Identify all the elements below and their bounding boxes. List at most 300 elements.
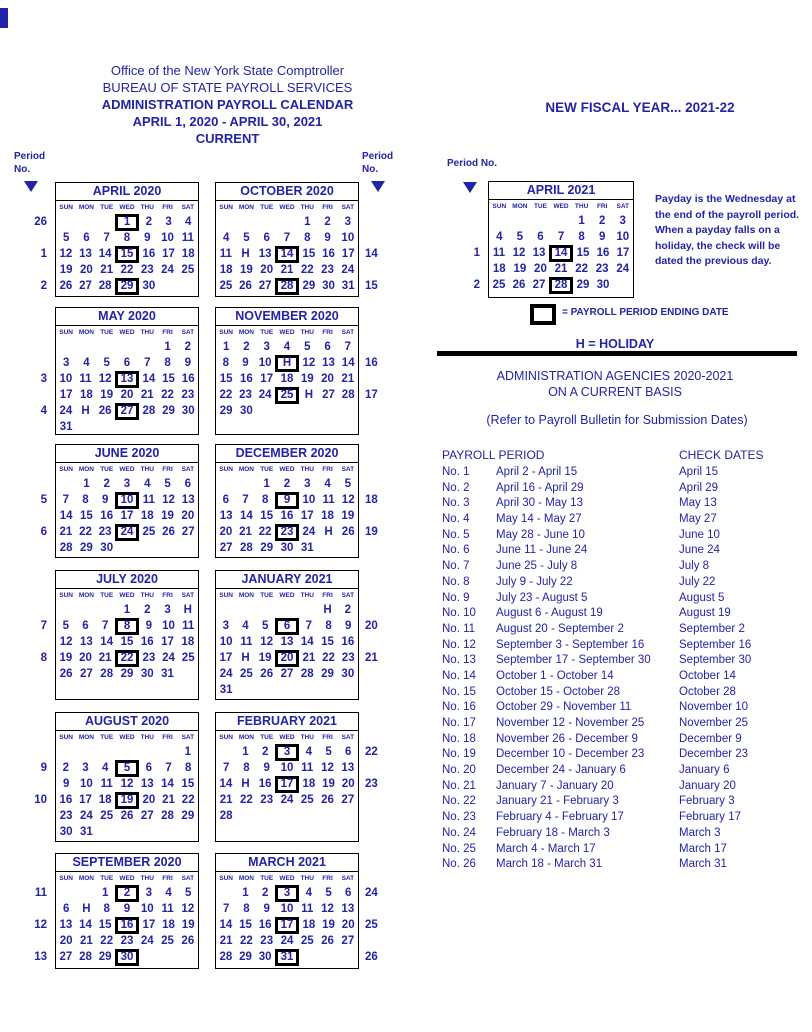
period-ending-box: 14 — [275, 246, 299, 263]
date-cell: 29 — [98, 951, 112, 963]
date-cell: 14 — [79, 919, 92, 931]
week-row — [216, 230, 358, 246]
period-ending-date-cell — [115, 524, 139, 540]
date-cell: 8 — [164, 357, 171, 369]
day-header: SAT — [181, 734, 195, 741]
period-number: 21 — [365, 652, 378, 664]
date-cell: 26 — [321, 794, 334, 806]
day-header: MON — [78, 329, 94, 336]
week-row — [40, 650, 198, 666]
date-cell — [159, 278, 179, 294]
day-header-row — [56, 731, 198, 744]
day-header: TUE — [260, 734, 274, 741]
date-cell: 24 — [280, 935, 294, 947]
date-cell — [257, 682, 277, 698]
period-ending-date-cell — [115, 246, 139, 262]
day-header: SUN — [59, 466, 73, 473]
period-ending-box: 27 — [115, 403, 139, 420]
calendar-title: SEPTEMBER 2020 — [56, 854, 198, 872]
day-header: MON — [238, 734, 254, 741]
day-header: THU — [140, 329, 154, 336]
divider-rule — [437, 351, 797, 356]
date-cell: 17 — [219, 652, 233, 664]
date-cell: 28 — [219, 810, 233, 822]
date-cell: 28 — [219, 951, 233, 963]
date-cell: 9 — [144, 232, 151, 244]
period-ending-box: 15 — [115, 246, 139, 263]
date-cell: 17 — [300, 510, 314, 522]
period-number: 5 — [40, 494, 47, 506]
date-cell: 24 — [162, 652, 175, 664]
week-row — [40, 403, 198, 419]
date-cell: 6 — [62, 903, 70, 915]
week-row — [40, 524, 198, 540]
period-ending-box: 16 — [115, 917, 139, 934]
week-row — [216, 901, 358, 917]
date-cell: 21 — [239, 526, 252, 538]
payroll-row — [442, 716, 804, 732]
week-row — [216, 339, 358, 355]
period-no-label-middle — [362, 150, 393, 176]
day-header: TUE — [260, 592, 274, 599]
calendar-september-2020 — [34, 853, 199, 969]
date-cell: 5 — [164, 478, 171, 490]
date-cell: 8 — [304, 232, 311, 244]
date-cell: 31 — [341, 280, 355, 292]
period-ending-box: 8 — [115, 618, 139, 635]
payroll-row — [442, 622, 804, 638]
period-number: 16 — [365, 357, 378, 369]
day-header: MON — [512, 203, 528, 210]
calendar-january-2021 — [215, 570, 378, 700]
date-cell: 27 — [280, 668, 294, 680]
date-cell: 4 — [305, 887, 313, 899]
date-cell: 10 — [302, 494, 316, 506]
date-cell: 5 — [184, 887, 192, 899]
date-cell — [159, 949, 179, 965]
period-ending-box: 29 — [115, 278, 139, 295]
period-ending-date-cell — [275, 744, 299, 760]
day-header: MON — [78, 204, 94, 211]
day-header: FRI — [322, 875, 333, 882]
date-cell: 22 — [240, 794, 253, 806]
date-cell — [76, 744, 96, 760]
date-cell: 15 — [302, 248, 316, 260]
period-number: 1 — [40, 248, 47, 260]
date-cell: 1 — [222, 341, 230, 353]
date-cell: 28 — [300, 668, 314, 680]
period-number: 19 — [365, 526, 378, 538]
date-cell: 29 — [181, 810, 195, 822]
date-cell: 15 — [219, 373, 233, 385]
day-header: TUE — [260, 466, 274, 473]
date-cell: 23 — [120, 935, 134, 947]
date-cell — [236, 214, 256, 230]
date-cell: 27 — [181, 526, 195, 538]
date-cell: 24 — [219, 668, 233, 680]
date-cell: 14 — [300, 636, 314, 648]
week-row — [216, 476, 358, 492]
date-cell: 6 — [83, 232, 90, 244]
payroll-ending-box-icon — [530, 304, 556, 325]
date-cell: 16 — [258, 778, 272, 790]
day-header: TUE — [260, 329, 274, 336]
date-cell: 8 — [103, 903, 110, 915]
date-cell: 30 — [258, 951, 272, 963]
week-row — [216, 508, 358, 524]
day-header: SAT — [181, 204, 195, 211]
payroll-row — [442, 794, 804, 810]
date-cell — [319, 949, 339, 965]
date-cell: 16 — [142, 248, 156, 260]
calendar-june-2020 — [40, 444, 199, 558]
calendar-title: NOVEMBER 2020 — [216, 308, 358, 326]
date-cell: 25 — [181, 264, 195, 276]
date-cell — [178, 278, 198, 294]
date-cell: 8 — [184, 762, 192, 774]
date-cell: 6 — [145, 762, 153, 774]
date-cell: 7 — [103, 232, 110, 244]
date-cell: 25 — [492, 279, 506, 291]
date-cell: 6 — [184, 478, 192, 490]
date-cell — [277, 403, 297, 419]
calendar-title: MAY 2020 — [56, 308, 198, 326]
date-cell: 11 — [322, 494, 335, 506]
day-header: MON — [238, 204, 254, 211]
date-cell — [236, 476, 256, 492]
payroll-row — [442, 763, 804, 779]
date-cell: 26 — [181, 935, 195, 947]
week-row — [56, 808, 198, 824]
date-cell: 28 — [100, 668, 114, 680]
period-number: 2 — [40, 280, 47, 292]
date-cell — [613, 277, 633, 293]
week-row — [489, 213, 633, 229]
date-cell: 21 — [162, 794, 175, 806]
date-cell — [317, 808, 337, 824]
payroll-row — [442, 543, 804, 559]
agencies-heading-line2: ON A CURRENT BASIS — [548, 385, 682, 399]
payroll-ending-legend-label: = PAYROLL PERIOD ENDING DATE — [562, 307, 729, 318]
date-cell — [257, 808, 277, 824]
date-cell: 16 — [596, 247, 610, 259]
day-header: FRI — [322, 466, 333, 473]
period-ending-date-cell — [275, 524, 299, 540]
week-row — [56, 230, 198, 246]
day-header: THU — [300, 592, 314, 599]
period-ending-date-cell — [275, 387, 299, 403]
date-cell: 2 — [344, 604, 352, 616]
date-cell: 23 — [59, 810, 73, 822]
payroll-period-number: No. 1 — [442, 466, 470, 478]
date-cell: 11 — [161, 903, 174, 915]
day-header: THU — [300, 875, 314, 882]
date-cell — [157, 540, 177, 556]
date-cell: 21 — [219, 935, 233, 947]
date-cell: 23 — [181, 389, 195, 401]
payday-note: Payday is the Wednesday at the end of the payroll period. When a payday falls on a holiday, the check will be dated the previous day. — [655, 193, 800, 267]
date-cell: 13 — [258, 248, 272, 260]
day-header: THU — [300, 466, 314, 473]
payroll-period-range: August 6 - August 19 — [496, 607, 603, 620]
calendar-title: JUNE 2020 — [56, 445, 198, 463]
check-date: November 10 — [679, 701, 749, 714]
date-cell: 12 — [260, 636, 274, 648]
date-cell: 24 — [616, 263, 630, 275]
period-ending-box: 30 — [115, 949, 139, 966]
date-cell: 30 — [280, 542, 294, 554]
date-cell: 31 — [59, 421, 73, 433]
payroll-row — [442, 685, 804, 701]
date-cell: 1 — [578, 215, 585, 227]
header-line-title: ADMINISTRATION PAYROLL CALENDAR — [101, 97, 354, 112]
date-cell — [489, 213, 510, 229]
week-row — [56, 476, 198, 492]
period-number: 10 — [34, 794, 47, 806]
date-cell: 10 — [59, 373, 73, 385]
header-line-current: CURRENT — [195, 131, 260, 146]
check-date: August 5 — [679, 591, 725, 604]
day-header: SUN — [219, 466, 233, 473]
date-cell: 3 — [619, 215, 626, 227]
day-header-row — [216, 589, 358, 602]
payroll-row — [442, 700, 804, 716]
date-cell: 20 — [341, 919, 355, 931]
date-cell: 26 — [59, 668, 73, 680]
date-cell: 12 — [181, 903, 195, 915]
day-header-row — [56, 463, 198, 476]
date-cell: 8 — [243, 903, 250, 915]
date-cell — [277, 808, 297, 824]
date-cell: 31 — [219, 684, 233, 696]
calendar-december-2020 — [215, 444, 378, 558]
date-cell: 11 — [240, 636, 253, 648]
period-ending-date-cell — [115, 760, 139, 776]
date-cell: 21 — [341, 373, 355, 385]
date-cell: 29 — [219, 405, 233, 417]
date-cell: 16 — [280, 510, 294, 522]
date-cell: 20 — [80, 264, 93, 276]
date-cell: 18 — [80, 389, 93, 401]
period-ending-date-cell — [549, 277, 573, 293]
period-ending-date-cell — [115, 403, 139, 419]
date-cell: 30 — [59, 826, 73, 838]
page-corner-mark — [0, 8, 8, 28]
period-number: 12 — [34, 919, 47, 931]
period-number: 24 — [365, 887, 378, 899]
date-cell: 17 — [260, 373, 274, 385]
date-cell — [216, 744, 236, 760]
date-cell: 28 — [240, 542, 253, 554]
payroll-period-number: No. 3 — [442, 497, 470, 510]
document-header — [55, 62, 400, 147]
day-header: SAT — [616, 203, 630, 210]
week-row — [56, 666, 198, 682]
date-cell: 30 — [100, 542, 114, 554]
payroll-period-number: No. 19 — [442, 748, 476, 761]
period-ending-date-cell — [115, 371, 139, 387]
date-cell: 9 — [263, 762, 270, 774]
day-header: SAT — [181, 329, 195, 336]
payroll-table-header — [442, 448, 804, 465]
date-cell: 17 — [59, 389, 73, 401]
day-header: WED — [279, 875, 295, 882]
payroll-period-number: No. 26 — [442, 858, 476, 871]
period-ending-date-cell — [275, 949, 299, 965]
week-row — [56, 387, 198, 403]
payroll-row — [442, 606, 804, 622]
date-cell: 7 — [101, 620, 109, 632]
payroll-period-range: October 15 - October 28 — [496, 685, 621, 698]
date-cell: 13 — [322, 357, 335, 369]
day-header: WED — [119, 734, 135, 741]
check-date: April 29 — [679, 481, 718, 494]
day-header: THU — [140, 875, 154, 882]
date-cell: 29 — [302, 280, 316, 292]
holiday-cell: H — [323, 604, 332, 616]
date-cell — [117, 744, 137, 760]
date-cell: 10 — [341, 232, 355, 244]
week-row — [216, 666, 358, 682]
date-cell: 23 — [595, 263, 609, 275]
date-cell: 6 — [82, 620, 89, 632]
date-cell: 13 — [181, 494, 195, 506]
date-cell: 20 — [219, 526, 233, 538]
fiscal-year-title: NEW FISCAL YEAR... 2021-22 — [545, 100, 735, 115]
date-cell: 12 — [321, 762, 334, 774]
agencies-heading — [465, 368, 765, 400]
date-cell: 20 — [534, 263, 547, 275]
date-cell: 2 — [144, 604, 151, 616]
holiday-cell: H — [81, 405, 90, 417]
date-cell: 3 — [344, 216, 352, 228]
date-cell: 24 — [59, 405, 73, 417]
date-cell: 30 — [140, 668, 154, 680]
date-cell: 30 — [341, 668, 355, 680]
payroll-row — [442, 732, 804, 748]
payroll-period-number: No. 25 — [442, 842, 476, 855]
date-cell: 16 — [341, 636, 355, 648]
date-cell: 5 — [516, 231, 524, 243]
date-cell: 24 — [161, 264, 174, 276]
payroll-period-range: April 16 - April 29 — [496, 481, 584, 494]
date-cell: 9 — [263, 903, 270, 915]
calendar-november-2020 — [215, 307, 378, 435]
period-ending-date-cell — [115, 792, 139, 808]
period-ending-date-cell — [275, 917, 299, 933]
date-cell: 14 — [59, 510, 73, 522]
date-cell: 7 — [283, 232, 291, 244]
day-header: SUN — [219, 204, 233, 211]
date-cell: 14 — [219, 919, 233, 931]
date-cell: 17 — [162, 248, 175, 260]
date-cell: 29 — [576, 279, 590, 291]
period-ending-date-cell — [115, 885, 139, 901]
date-cell: 4 — [496, 231, 503, 243]
date-cell: 28 — [341, 389, 355, 401]
date-cell — [236, 808, 256, 824]
date-cell: 19 — [100, 389, 114, 401]
payroll-table — [442, 448, 804, 873]
date-cell: 2 — [283, 478, 291, 490]
payroll-period-range: January 7 - January 20 — [496, 779, 614, 792]
week-row — [56, 602, 198, 618]
date-cell: 12 — [341, 494, 355, 506]
holiday-cell: H — [324, 526, 333, 538]
date-cell: 15 — [80, 510, 93, 522]
week-row — [489, 261, 633, 277]
date-cell: 5 — [261, 620, 269, 632]
day-header: SAT — [181, 592, 195, 599]
date-cell — [338, 949, 358, 965]
date-cell: 14 — [142, 373, 156, 385]
date-cell: 19 — [161, 510, 174, 522]
payroll-period-range: March 18 - March 31 — [496, 858, 603, 871]
date-cell: 25 — [181, 652, 195, 664]
period-ending-box: 28 — [275, 278, 299, 295]
payroll-period-number: No. 23 — [442, 811, 476, 824]
payroll-period-range: June 25 - July 8 — [496, 560, 578, 573]
day-header: WED — [279, 592, 295, 599]
period-number: 15 — [365, 280, 378, 292]
calendar-title: JANUARY 2021 — [216, 571, 358, 589]
holiday-cell: H — [241, 778, 250, 790]
date-cell: 29 — [321, 668, 334, 680]
period-ending-box: 6 — [275, 618, 299, 635]
date-cell: 3 — [164, 604, 171, 616]
payroll-row — [442, 669, 804, 685]
date-cell: 16 — [240, 373, 253, 385]
week-row — [216, 949, 378, 965]
payroll-period-number: No. 15 — [442, 685, 476, 698]
date-cell: 10 — [258, 357, 272, 369]
payroll-period-range: March 4 - March 17 — [496, 842, 596, 855]
date-cell: 9 — [101, 494, 109, 506]
check-date: October 28 — [679, 685, 736, 698]
week-row — [56, 634, 198, 650]
week-row — [56, 933, 198, 949]
date-cell: 8 — [82, 494, 89, 506]
day-header: WED — [279, 734, 295, 741]
date-cell: 1 — [304, 216, 311, 228]
date-cell: 11 — [301, 762, 314, 774]
date-cell — [297, 808, 317, 824]
payroll-period-range: April 2 - April 15 — [496, 466, 578, 478]
date-cell — [530, 213, 551, 229]
payroll-row — [442, 810, 804, 826]
date-cell: 9 — [145, 620, 153, 632]
period-number: 22 — [365, 746, 378, 758]
week-row — [216, 492, 378, 508]
date-cell: 2 — [62, 762, 70, 774]
date-cell: 17 — [120, 510, 134, 522]
date-cell: 22 — [161, 389, 174, 401]
date-cell: 7 — [62, 494, 70, 506]
day-header: MON — [238, 592, 254, 599]
date-cell: 16 — [181, 373, 195, 385]
date-cell: 1 — [263, 478, 270, 490]
week-row — [56, 508, 198, 524]
date-cell: 28 — [79, 951, 92, 963]
day-header-row — [216, 463, 358, 476]
day-header: WED — [119, 466, 135, 473]
week-row — [40, 760, 198, 776]
date-cell: 11 — [492, 247, 506, 259]
period-number: 3 — [40, 373, 47, 385]
day-header: FRI — [322, 592, 333, 599]
date-cell: 11 — [301, 903, 314, 915]
calendar-march-2021 — [215, 853, 378, 969]
